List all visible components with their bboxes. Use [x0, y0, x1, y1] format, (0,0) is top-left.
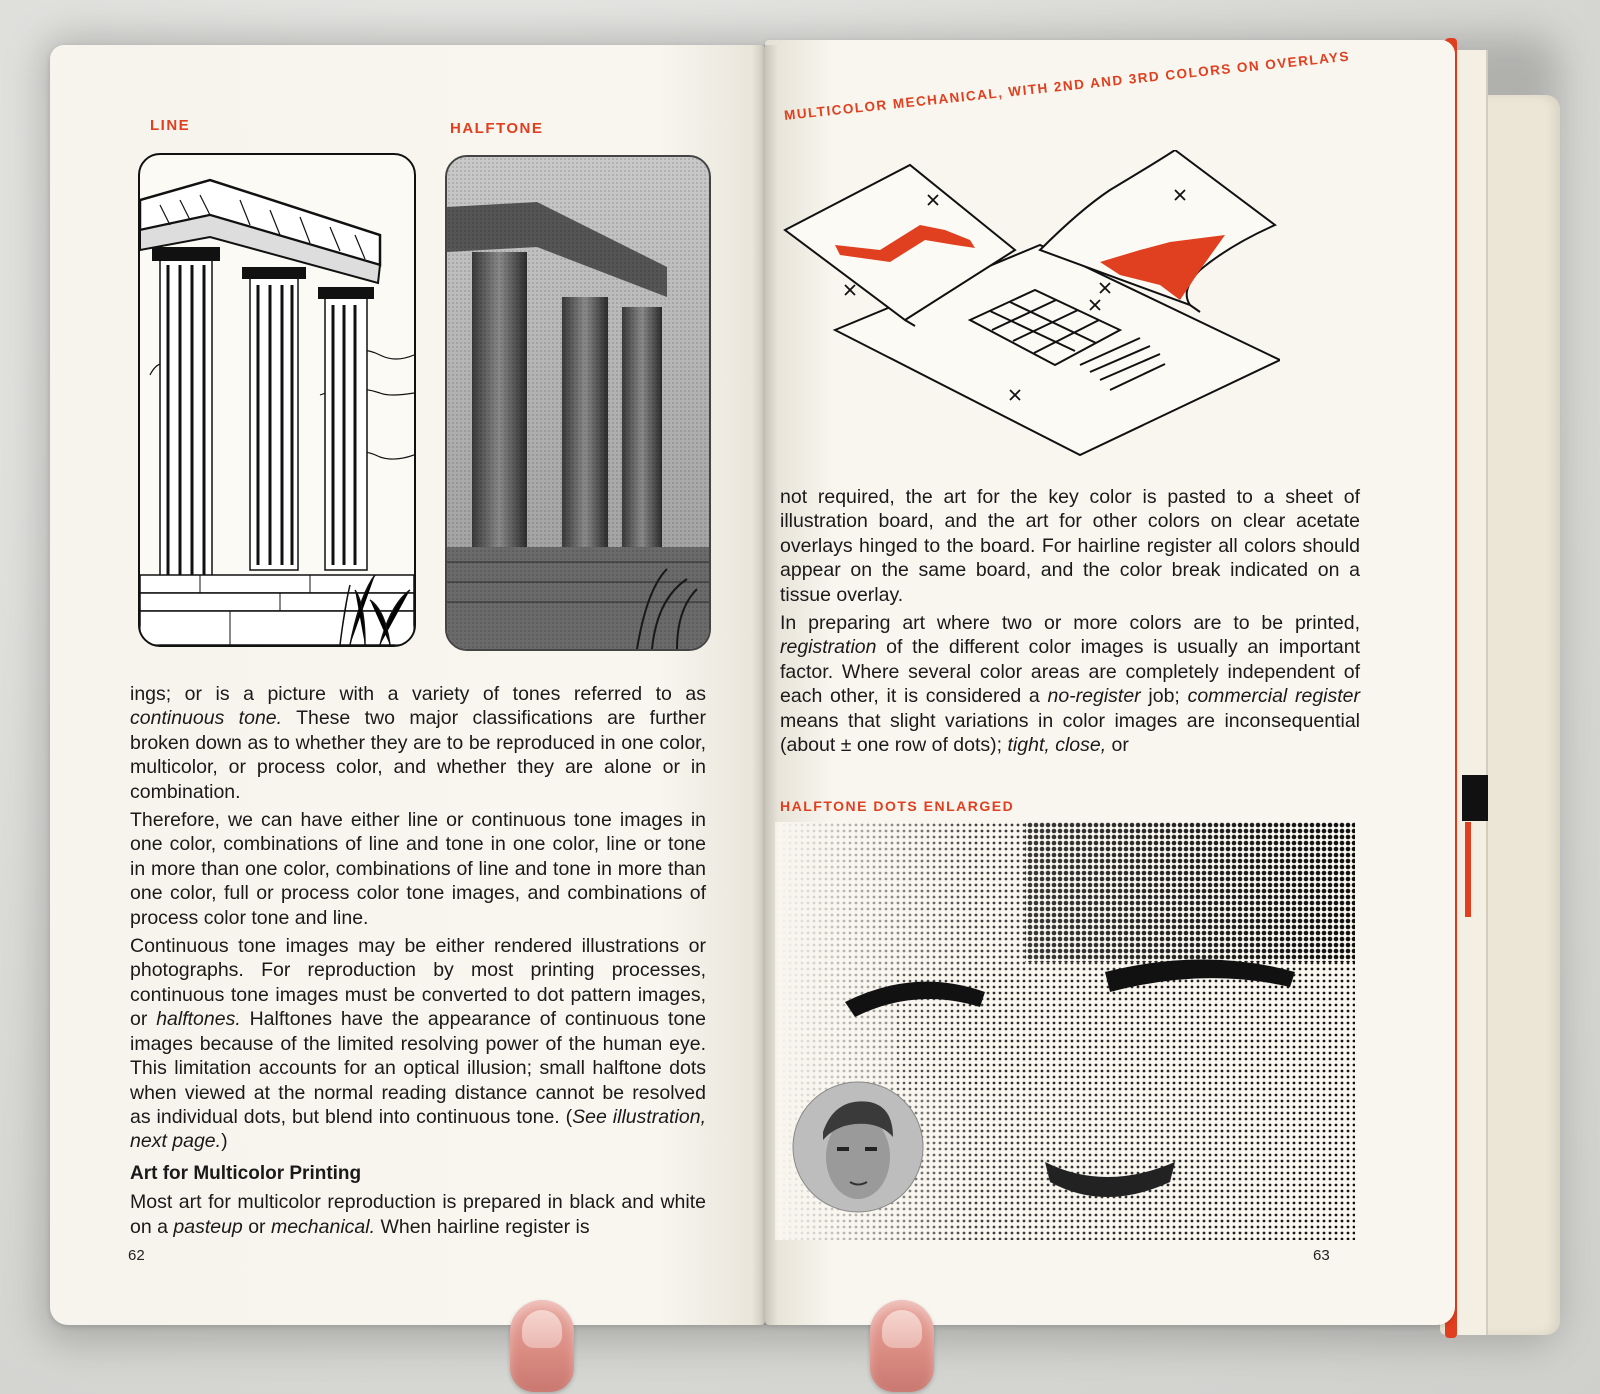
caption-line: LINE [150, 117, 191, 134]
paragraph: Therefore, we can have either line or continuous tone images in one color, combinations of line and tone in one color, line or tone in more than one color, combinations of line and tone in more than one color, full or process color tone images, and combinations of process color tone and line. [130, 809, 706, 929]
cover-black-tab [1462, 775, 1488, 821]
section-heading: Art for Multicolor Printing [130, 1162, 362, 1184]
halftone-face [775, 822, 1355, 1240]
temple-line-icon [140, 155, 414, 645]
thumb-left [510, 1300, 574, 1392]
gutter-shadow [752, 45, 778, 1325]
right-body-text [780, 485, 1360, 761]
left-page [50, 45, 765, 1325]
paragraph: not required, the art for the key color is pasted to a sheet of illustration board, and the art for other colors on clear acetate overlays hinged to the board. For hairline register all colors should appear on the same board, and the color break indicated on a tissue overlay. [780, 486, 1360, 606]
page-number-left: 62 [128, 1247, 145, 1264]
temple-halftone-photo [445, 155, 711, 651]
right-page [765, 40, 1455, 1325]
paragraph: In preparing art where two or more colors are to be printed, registration of the different color images is usually an important factor. Where several color areas are completely independent of each other, it is considered a no-register job; commercial register means that slight variations in color images are inconsequential (about ± one row of dots); tight, close, or [780, 612, 1361, 757]
caption-halftone-dots: HALFTONE DOTS ENLARGED [780, 798, 1015, 814]
temple-line-drawing [138, 153, 416, 647]
caption-halftone: HALFTONE [450, 120, 544, 137]
thumb-right [870, 1300, 934, 1392]
paragraph: Continuous tone images may be either rendered illustrations or photographs. For reproduction by most printing processes, continuous tone images must be converted to dot pattern images, or halftones. Halftones have the appearance of continuous tone images because of the limited resolving power of the human eye. This limitation accounts for an optical illusion; small halftone dots when viewed at the normal reading distance cannot be resolved as individual dots, but blend into continuous tone. (See illustration, next page.) [130, 935, 706, 1153]
page-edges [1456, 50, 1488, 1335]
paragraph: Most art for multicolor reproduction is prepared in black and white on a pasteup or mechanical. When hairline register is [130, 1191, 706, 1238]
caption-multicolor-mechanical: MULTICOLOR MECHANICAL, WITH 2ND AND 3RD COLORS ON OVERLAYS [783, 48, 1351, 123]
left-body-text [130, 682, 706, 1243]
overlay-diagram [780, 150, 1280, 470]
cover-red-tab [1465, 822, 1471, 917]
page-number-right: 63 [1313, 1247, 1330, 1264]
paragraph: ings; or is a picture with a variety of tones referred to as continuous tone. These two major classifications are further broken down as to whether they are to be reproduced in one color, multicolor, or process color, and whether they are alone or in combination. [130, 683, 707, 803]
temple-halftone-icon [447, 157, 709, 649]
